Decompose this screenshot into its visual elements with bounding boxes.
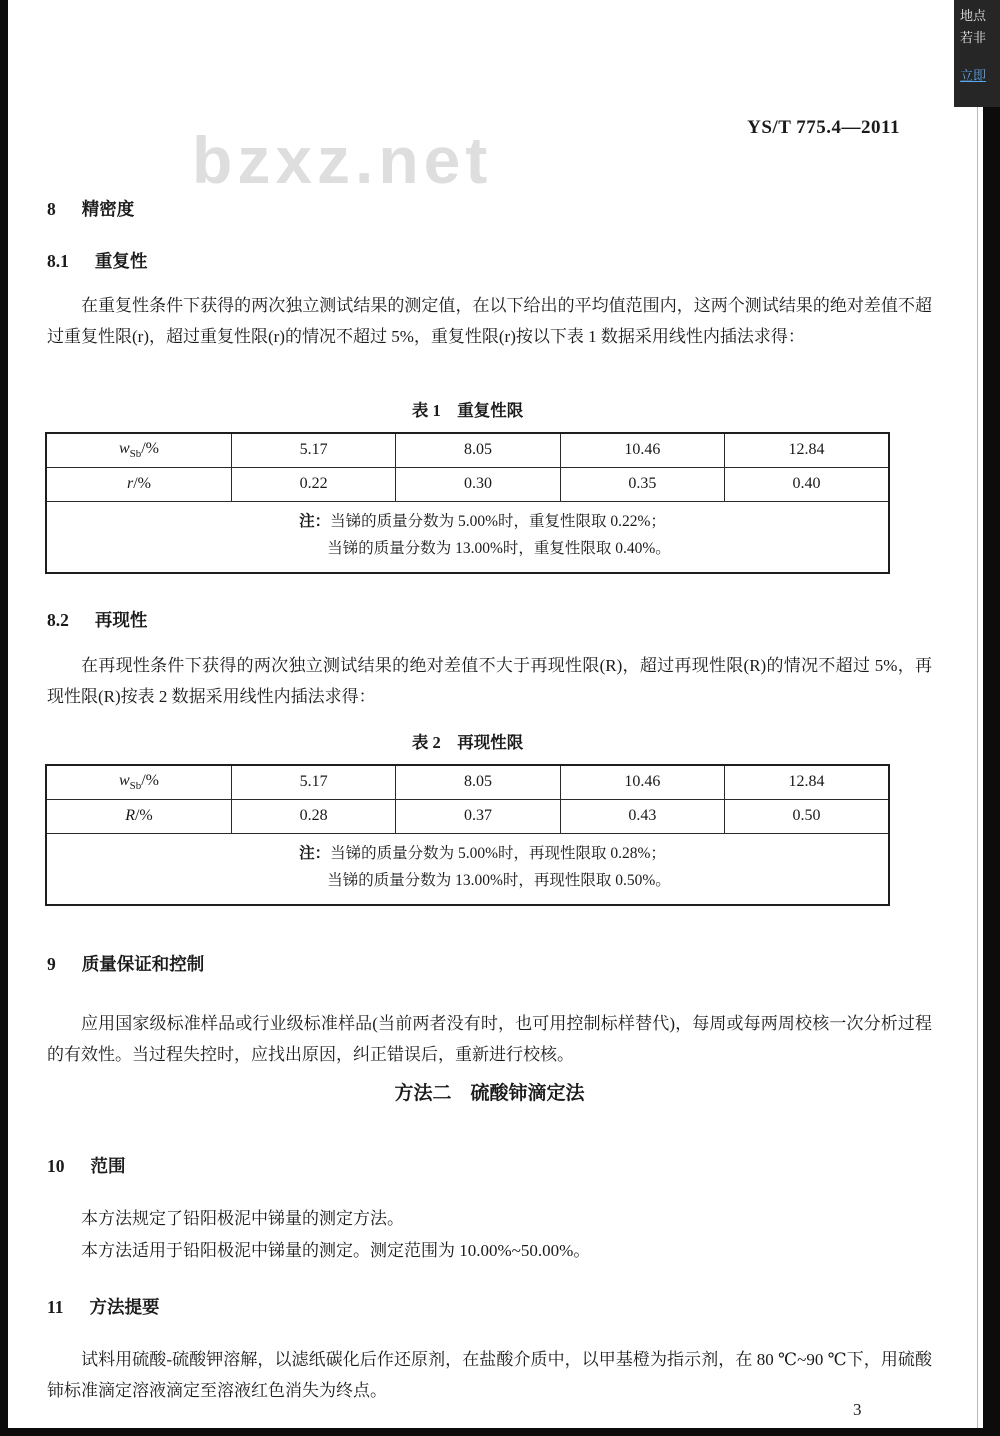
section-number: 9 xyxy=(47,954,56,974)
var-unit: /% xyxy=(134,807,153,824)
table-cell: 0.28 xyxy=(231,799,395,833)
section-number: 8.2 xyxy=(47,610,69,630)
table-cell: 8.05 xyxy=(396,433,560,467)
scan-edge-right xyxy=(983,0,1000,1436)
var-symbol: r xyxy=(126,475,134,492)
table-note xyxy=(46,833,889,905)
var-symbol: w xyxy=(118,772,130,790)
popup-text-2: 若非 xyxy=(960,30,987,45)
table-note xyxy=(46,501,889,573)
var-subscript: Sb xyxy=(129,780,142,793)
section-title: 质量保证和控制 xyxy=(81,954,205,974)
table-row xyxy=(46,799,889,833)
standard-number: YS/T 775.4—2011 xyxy=(747,117,900,138)
section-11-heading xyxy=(47,1294,932,1319)
table-2 xyxy=(45,764,890,906)
note-line-2: 当锑的质量分数为 13.00%时，再现性限取 0.50%。 xyxy=(327,871,671,889)
section-number: 8 xyxy=(47,199,56,219)
note-label: 注： xyxy=(299,844,331,862)
scope-line-1: 本方法规定了铅阳极泥中锑量的测定方法。 xyxy=(81,1209,404,1228)
var-symbol: w xyxy=(118,440,130,458)
table-cell: 0.40 xyxy=(725,467,889,501)
table-note-row xyxy=(46,501,889,573)
quality-paragraph: 应用国家级标准样品或行业级标准样品(当前两者没有时，也可用控制标样替代)，每周或每两周校核一次分析过程的有效性。当过程失控时，应找出原因，纠正错误后，重新进行校核。 xyxy=(47,1014,932,1064)
watermark: bzxz.net xyxy=(192,123,493,197)
popup-text-1: 地点 xyxy=(960,8,987,23)
table-cell: 0.35 xyxy=(560,467,724,501)
var-unit: /% xyxy=(141,440,160,458)
note-text: 当锑的质量分数为 5.00%时，重复性限取 0.22%； xyxy=(330,512,666,530)
table-cell: 5.17 xyxy=(231,433,395,467)
page-edge-line xyxy=(977,0,978,1436)
note-line-2: 当锑的质量分数为 13.00%时，重复性限取 0.40%。 xyxy=(327,539,671,557)
scope-line-2: 本方法适用于铅阳极泥中锑量的测定。测定范围为 10.00%~50.00%。 xyxy=(81,1241,591,1260)
note-line-1 xyxy=(89,840,876,867)
section-title: 方法提要 xyxy=(89,1297,160,1317)
table-row xyxy=(46,467,889,501)
note-label: 注： xyxy=(299,512,331,530)
section-8-2-heading xyxy=(47,607,932,632)
table-cell: 10.46 xyxy=(560,433,724,467)
note-line-1 xyxy=(89,508,876,535)
page-number: 3 xyxy=(853,1400,862,1419)
reproducibility-paragraph: 在再现性条件下获得的两次独立测试结果的绝对差值不大于再现性限(R)，超过再现性限(R)的情况不超过 5%，再现性限(R)按表 2 数据采用线性内插法求得： xyxy=(47,656,932,706)
table-1-caption: 表 1 重复性限 xyxy=(411,401,524,420)
section-number: 10 xyxy=(47,1156,65,1176)
table-note-row xyxy=(46,833,889,905)
table-row xyxy=(46,765,889,799)
table-row-label xyxy=(46,467,231,501)
repeatability-paragraph: 在重复性条件下获得的两次独立测试结果的测定值，在以下给出的平均值范围内，这两个测试结果的绝对差值不超过重复性限(r)，超过重复性限(r)的情况不超过 5%，重复性限(r)按以下表 1 数据采用线性内插法求得： xyxy=(47,296,932,346)
section-8-1-heading xyxy=(47,248,932,273)
table-1 xyxy=(45,432,890,574)
var-subscript: Sb xyxy=(129,448,142,461)
table-cell: 12.84 xyxy=(725,433,889,467)
table-cell: 0.30 xyxy=(396,467,560,501)
table-cell: 0.37 xyxy=(396,799,560,833)
table-row-label xyxy=(46,765,231,799)
scan-edge-bottom xyxy=(0,1428,1000,1436)
note-text: 当锑的质量分数为 5.00%时，再现性限取 0.28%； xyxy=(330,844,666,862)
scan-edge-left xyxy=(0,0,8,1436)
table-cell: 8.05 xyxy=(396,765,560,799)
section-9-heading xyxy=(47,951,932,976)
section-title: 重复性 xyxy=(94,251,148,271)
section-8-heading xyxy=(47,196,932,221)
section-title: 精密度 xyxy=(81,199,135,219)
section-10-heading xyxy=(47,1153,932,1178)
table-cell: 0.22 xyxy=(231,467,395,501)
table-cell: 10.46 xyxy=(560,765,724,799)
table-row-label xyxy=(46,433,231,467)
corner-popup xyxy=(954,0,1000,107)
table-cell: 0.43 xyxy=(560,799,724,833)
table-cell: 0.50 xyxy=(725,799,889,833)
section-number: 11 xyxy=(47,1297,64,1317)
section-title: 再现性 xyxy=(94,610,148,630)
table-row-label xyxy=(46,799,231,833)
table-cell: 12.84 xyxy=(725,765,889,799)
section-title: 范围 xyxy=(90,1156,126,1176)
var-symbol: R xyxy=(125,807,135,824)
summary-paragraph: 试料用硫酸-硫酸钾溶解，以滤纸碳化后作还原剂，在盐酸介质中，以甲基橙为指示剂，在 80 ℃~90 ℃下，用硫酸铈标准滴定溶液滴定至溶液红色消失为终点。 xyxy=(47,1350,932,1400)
popup-link[interactable]: 立即 xyxy=(960,68,987,83)
var-unit: /% xyxy=(133,475,151,492)
table-2-caption: 表 2 再现性限 xyxy=(411,733,524,752)
method-2-heading: 方法二 硫酸铈滴定法 xyxy=(394,1083,585,1104)
table-row xyxy=(46,433,889,467)
table-cell: 5.17 xyxy=(231,765,395,799)
section-number: 8.1 xyxy=(47,251,69,271)
var-unit: /% xyxy=(141,772,160,790)
scope-paragraph xyxy=(47,1203,932,1267)
